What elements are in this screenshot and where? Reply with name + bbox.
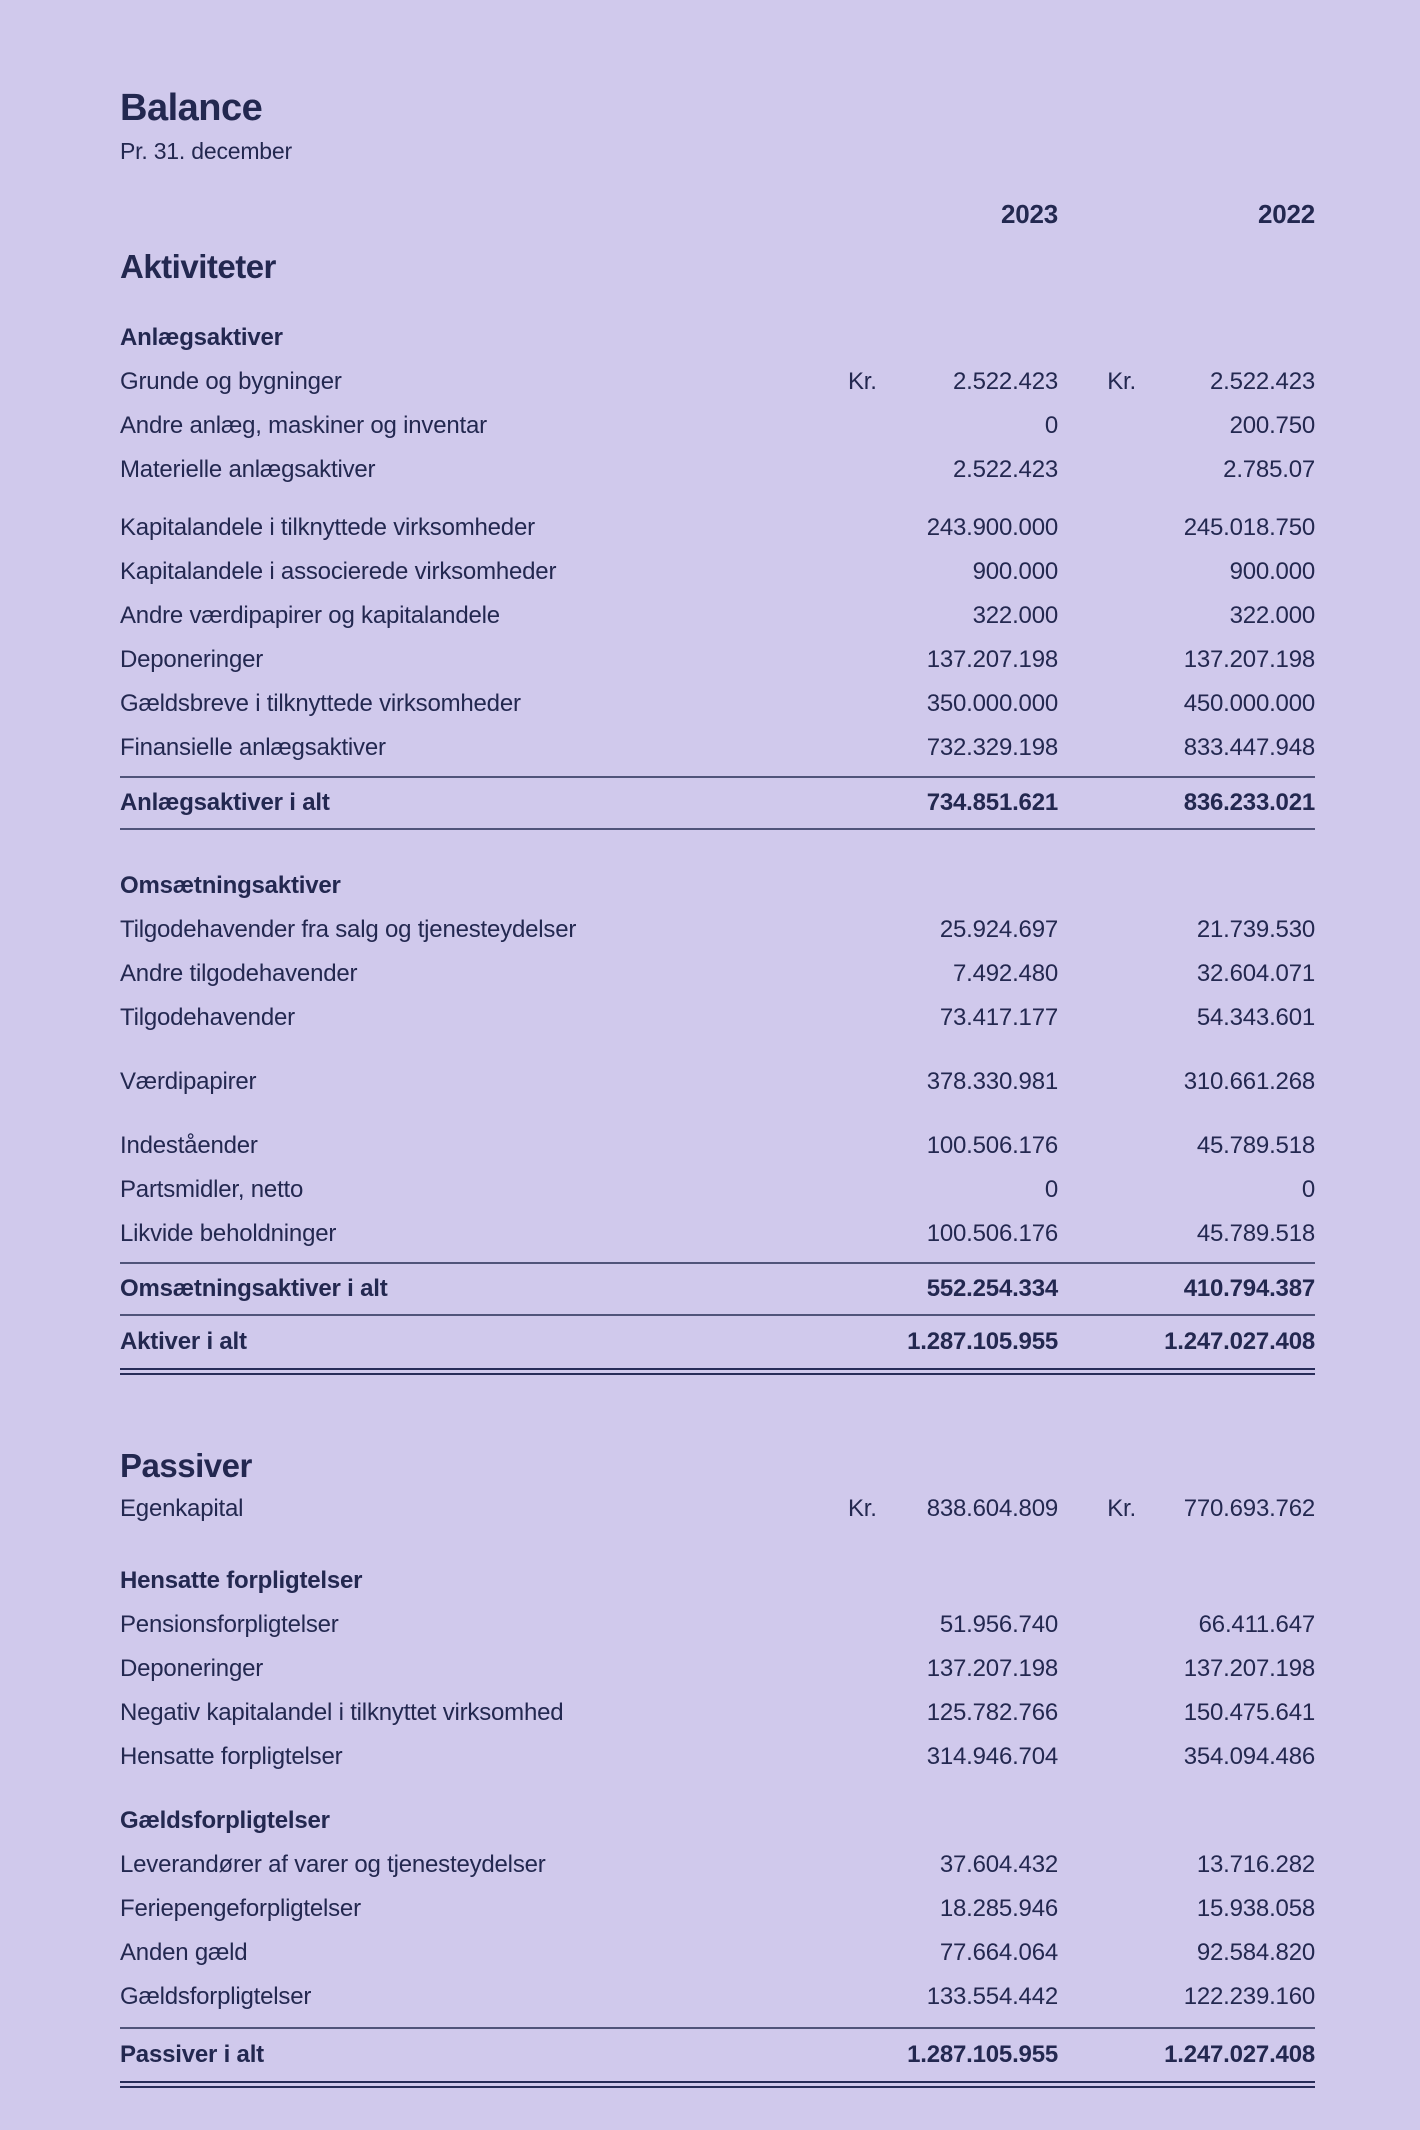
page-title: Balance: [120, 87, 263, 129]
amount-2022: 900.000: [1229, 558, 1315, 585]
amount-2022: 54.343.601: [1196, 1004, 1315, 1031]
amount-2023: 137.207.198: [926, 646, 1058, 673]
amount-2023: 1.287.105.955: [907, 1328, 1058, 1355]
row-label: Pensionsforpligtelser: [120, 1611, 339, 1638]
table-row: [120, 360, 1315, 404]
year-header-row: [120, 192, 1315, 236]
row-label: Værdipapirer: [120, 1068, 257, 1095]
row-label: Finansielle anlægsaktiver: [120, 734, 386, 761]
passiver-grand-total-block: [120, 2027, 1315, 2088]
amount-2023: 322.000: [972, 602, 1058, 629]
amount-2022: 15.938.058: [1196, 1895, 1315, 1922]
row-label: Tilgodehavender fra salg og tjenesteydelser: [120, 916, 577, 943]
row-label: Hensatte forpligtelser: [120, 1743, 343, 1770]
amount-2022: 833.447.948: [1183, 734, 1315, 761]
table-row: [120, 638, 1315, 682]
amount-2022: 410.794.387: [1183, 1275, 1315, 1302]
amount-2023: 100.506.176: [926, 1220, 1058, 1247]
row-label: Andre anlæg, maskiner og inventar: [120, 412, 487, 439]
debts-block: [120, 1843, 1315, 2019]
row-label: Anden gæld: [120, 1939, 248, 1966]
equity-row: [120, 1487, 1315, 1531]
column-header-2023: 2023: [1000, 199, 1058, 229]
anlaegsaktiver-total-block: [120, 776, 1315, 830]
amount-2023: 350.000.000: [926, 690, 1058, 717]
amount-2023: 133.554.442: [926, 1983, 1058, 2010]
financial-assets-block: [120, 506, 1315, 770]
table-row: [120, 1647, 1315, 1691]
amount-2023: 732.329.198: [926, 734, 1058, 761]
table-row: [120, 550, 1315, 594]
amount-2022: 92.584.820: [1196, 1939, 1315, 1966]
row-label: Gældsforpligtelser: [120, 1983, 312, 2010]
section-heading-passiver: Passiver: [120, 1447, 252, 1484]
row-label: Grunde og bygninger: [120, 368, 342, 395]
group-heading-gaeldsforpligtelser: Gældsforpligtelser: [120, 1807, 330, 1834]
row-label: Omsætningsaktiver i alt: [120, 1275, 388, 1302]
table-row: [120, 1975, 1315, 2019]
table-row: [120, 996, 1315, 1040]
amount-2022: 150.475.641: [1183, 1699, 1315, 1726]
row-label: Passiver i alt: [120, 2041, 264, 2068]
row-label: Leverandører af varer og tjenesteydelser: [120, 1851, 546, 1878]
amount-2023: 0: [1044, 1176, 1058, 1203]
amount-2023: 552.254.334: [926, 1275, 1058, 1302]
amount-2023: 73.417.177: [939, 1004, 1058, 1031]
securities-row: [120, 1060, 1315, 1104]
amount-2022: 1.247.027.408: [1164, 1328, 1315, 1355]
amount-2022: 2.522.423: [1210, 368, 1315, 395]
amount-2023: 25.924.697: [939, 916, 1058, 943]
amount-2022: 450.000.000: [1183, 690, 1315, 717]
aktiver-grand-total-block: [120, 1316, 1315, 1375]
grand-total-row: [120, 1320, 1315, 1364]
row-label: Materielle anlægsaktiver: [120, 456, 376, 483]
amount-2023: 7.492.480: [953, 960, 1058, 987]
amount-2022: 1.247.027.408: [1164, 2041, 1315, 2068]
currency-label: Kr.: [1107, 1495, 1136, 1522]
currency-label: Kr.: [848, 1495, 877, 1522]
table-row: [120, 1887, 1315, 1931]
amount-2022: 322.000: [1229, 602, 1315, 629]
row-label: Andre værdipapirer og kapitalandele: [120, 602, 500, 629]
row-label: Egenkapital: [120, 1495, 244, 1522]
amount-2023: 2.522.423: [953, 456, 1058, 483]
row-label: Anlægsaktiver i alt: [120, 789, 330, 816]
amount-2022: 13.716.282: [1196, 1851, 1315, 1878]
receivables-block: [120, 908, 1315, 1040]
row-label: Indeståender: [120, 1132, 258, 1159]
amount-2022: 45.789.518: [1196, 1220, 1315, 1247]
row-label: Kapitalandele i associerede virksomheder: [120, 558, 557, 585]
amount-2022: 21.739.530: [1196, 916, 1315, 943]
total-row: [120, 781, 1315, 825]
table-row: [120, 448, 1315, 492]
row-label: Partsmidler, netto: [120, 1176, 304, 1203]
amount-2023: 734.851.621: [926, 789, 1058, 816]
amount-2023: 314.946.704: [926, 1743, 1058, 1770]
table-row: [120, 682, 1315, 726]
amount-2023: 2.522.423: [953, 368, 1058, 395]
amount-2023: 100.506.176: [926, 1132, 1058, 1159]
amount-2022: 32.604.071: [1196, 960, 1315, 987]
cash-block: [120, 1124, 1315, 1256]
table-row: [120, 506, 1315, 550]
table-row: [120, 1603, 1315, 1647]
row-label: Tilgodehavender: [120, 1004, 295, 1031]
total-row: [120, 1267, 1315, 1311]
grand-total-row: [120, 2033, 1315, 2077]
amount-2023: 125.782.766: [926, 1699, 1058, 1726]
amount-2023: 900.000: [972, 558, 1058, 585]
table-row: [120, 1168, 1315, 1212]
amount-2022: 122.239.160: [1183, 1983, 1315, 2010]
currency-label: Kr.: [1107, 368, 1136, 395]
tangible-assets-block: [120, 360, 1315, 492]
page-subtitle: Pr. 31. december: [120, 138, 292, 164]
amount-2022: 137.207.198: [1183, 646, 1315, 673]
amount-2022: 770.693.762: [1183, 1495, 1315, 1522]
amount-2022: 200.750: [1229, 412, 1315, 439]
amount-2022: 2.785.07: [1223, 456, 1315, 483]
row-label: Aktiver i alt: [120, 1328, 247, 1355]
amount-2023: 37.604.432: [939, 1851, 1058, 1878]
row-label: Negativ kapitalandel i tilknyttet virksomhed: [120, 1699, 564, 1726]
group-heading-anlaegsaktiver: Anlægsaktiver: [120, 324, 283, 351]
table-row: [120, 1124, 1315, 1168]
amount-2022: 137.207.198: [1183, 1655, 1315, 1682]
table-row: [120, 594, 1315, 638]
amount-2023: 137.207.198: [926, 1655, 1058, 1682]
amount-2023: 378.330.981: [926, 1068, 1058, 1095]
amount-2022: 354.094.486: [1183, 1743, 1315, 1770]
column-header-2022: 2022: [1257, 199, 1315, 229]
table-row: [120, 1691, 1315, 1735]
amount-2023: 18.285.946: [939, 1895, 1058, 1922]
amount-2023: 243.900.000: [926, 514, 1058, 541]
amount-2022: 0: [1301, 1176, 1315, 1203]
amount-2023: 0: [1044, 412, 1058, 439]
row-label: Deponeringer: [120, 646, 264, 673]
amount-2023: 77.664.064: [939, 1939, 1058, 1966]
table-row: [120, 1843, 1315, 1887]
group-heading-omsaetningsaktiver: Omsætningsaktiver: [120, 872, 341, 899]
table-row: [120, 1931, 1315, 1975]
amount-2022: 45.789.518: [1196, 1132, 1315, 1159]
omsaetningsaktiver-total-block: [120, 1262, 1315, 1316]
amount-2022: 836.233.021: [1183, 789, 1315, 816]
row-label: Andre tilgodehavender: [120, 960, 358, 987]
row-label: Kapitalandele i tilknyttede virksomheder: [120, 514, 535, 541]
table-row: [120, 908, 1315, 952]
provisions-block: [120, 1603, 1315, 1779]
amount-2022: 310.661.268: [1183, 1068, 1315, 1095]
group-heading-hensatte-forpligtelser: Hensatte forpligtelser: [120, 1567, 363, 1594]
amount-2023: 1.287.105.955: [907, 2041, 1058, 2068]
amount-2023: 838.604.809: [926, 1495, 1058, 1522]
amount-2022: 66.411.647: [1198, 1611, 1315, 1638]
currency-label: Kr.: [848, 368, 877, 395]
amount-2022: 245.018.750: [1183, 514, 1315, 541]
row-label: Likvide beholdninger: [120, 1220, 337, 1247]
amount-2023: 51.956.740: [939, 1611, 1058, 1638]
section-heading-aktiviteter: Aktiviteter: [120, 248, 276, 285]
row-label: Gældsbreve i tilknyttede virksomheder: [120, 690, 521, 717]
table-row: [120, 1735, 1315, 1779]
row-label: Feriepengeforpligtelser: [120, 1895, 361, 1922]
table-row: [120, 404, 1315, 448]
table-row: [120, 726, 1315, 770]
table-row: [120, 1212, 1315, 1256]
table-row: [120, 952, 1315, 996]
row-label: Deponeringer: [120, 1655, 264, 1682]
